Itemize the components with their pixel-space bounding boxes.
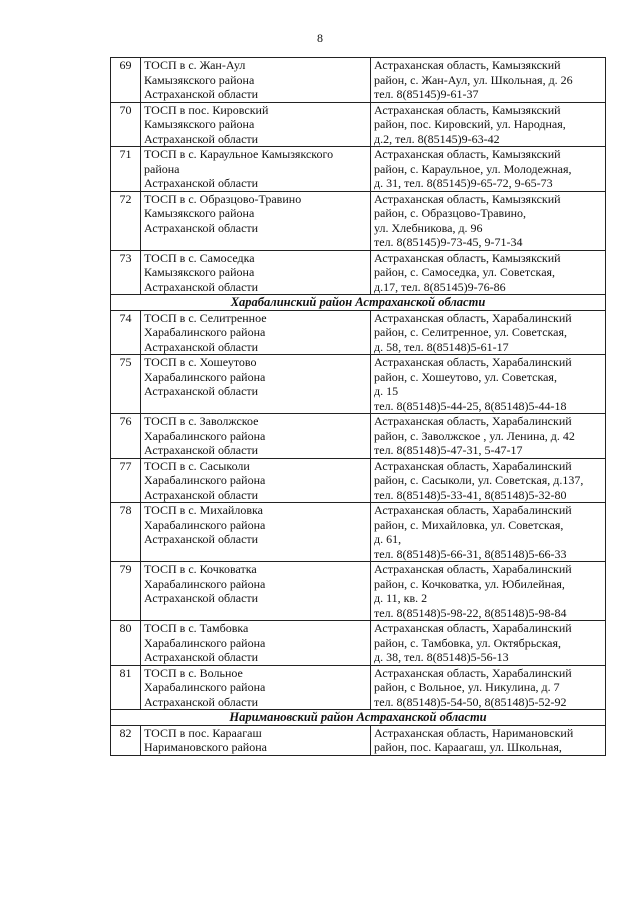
office-address-line: д. 15	[374, 384, 399, 398]
office-name-line: ТОСП в с. Самоседка	[144, 250, 255, 265]
office-address-line: район, с. Сасыколи, ул. Советская, д.137,	[374, 473, 584, 487]
table-row	[111, 562, 606, 621]
office-name-line: Харабалинского района	[144, 473, 266, 487]
row-number: 70	[111, 102, 141, 147]
table-row	[111, 725, 606, 755]
office-address-cell	[371, 503, 606, 562]
office-name-line: ТОСП в с. Тамбовка	[144, 621, 249, 635]
office-name-line: Харабалинского района	[144, 428, 266, 443]
office-address-line: район, с. Михайловка, ул. Советская,	[374, 517, 564, 532]
office-name-line: Харабалинского района	[144, 369, 266, 384]
office-address-line: тел. 8(85145)9-73-45, 9-71-34	[374, 235, 523, 249]
office-name-line: Камызякского района	[144, 206, 255, 220]
section-title: Харабалинский район Астраханской области	[111, 295, 606, 311]
office-name-cell	[141, 562, 371, 621]
section-header-row	[111, 295, 606, 311]
office-name-line: Астраханской области	[144, 532, 259, 546]
registry-table-body	[111, 58, 606, 756]
office-name-line: Астраханской области	[144, 487, 259, 502]
office-address-line: район, пос. Кировский, ул. Народная,	[374, 117, 566, 131]
office-address-line: Астраханская область, Камызякский	[374, 58, 561, 72]
office-name-line: Харабалинского района	[144, 635, 266, 650]
office-name-line: ТОСП в с. Хошеутово	[144, 355, 257, 369]
office-name-line: ТОСП в с. Селитренное	[144, 310, 267, 325]
office-name-line: Астраханской области	[144, 443, 259, 457]
office-name-line: ТОСП в с. Караульное Камызякского	[144, 147, 334, 161]
office-name-cell	[141, 250, 371, 295]
office-name-line: Астраханской области	[144, 176, 259, 190]
office-name-cell	[141, 665, 371, 710]
office-address-cell	[371, 725, 606, 755]
table-row	[111, 191, 606, 250]
row-number: 79	[111, 562, 141, 621]
office-name-line: Астраханской области	[144, 131, 259, 146]
office-address-line: ул. Хлебникова, д. 96	[374, 220, 483, 235]
office-address-line: д. 61,	[374, 532, 402, 546]
office-address-line: д. 58, тел. 8(85148)5-61-17	[374, 339, 509, 354]
office-address-cell	[371, 621, 606, 666]
office-address-line: д. 11, кв. 2	[374, 591, 428, 605]
office-name-line: Харабалинского района	[144, 680, 266, 694]
office-name-line: Астраханской области	[144, 694, 259, 709]
office-address-line: район, с. Кочковатка, ул. Юбилейная,	[374, 576, 565, 591]
office-address-line: район, пос. Караагаш, ул. Школьная,	[374, 740, 562, 754]
row-number: 77	[111, 458, 141, 503]
office-address-cell	[371, 414, 606, 459]
row-number: 78	[111, 503, 141, 562]
office-address-line: Астраханская область, Харабалинский	[374, 458, 572, 473]
table-row	[111, 458, 606, 503]
office-address-line: Астраханская область, Харабалинский	[374, 414, 572, 428]
row-number: 81	[111, 665, 141, 710]
office-address-cell	[371, 355, 606, 414]
office-address-cell	[371, 58, 606, 103]
office-name-cell	[141, 503, 371, 562]
office-address-line: район, с. Селитренное, ул. Советская,	[374, 325, 568, 339]
row-number: 75	[111, 355, 141, 414]
office-name-cell	[141, 58, 371, 103]
office-address-line: Астраханская область, Харабалинский	[374, 562, 572, 576]
office-name-line: Астраханской области	[144, 650, 259, 664]
office-address-line: район, с Вольное, ул. Никулина, д. 7	[374, 680, 560, 694]
office-name-line: Харабалинского района	[144, 517, 266, 532]
office-address-line: Астраханская область, Харабалинский	[374, 355, 572, 369]
office-name-cell	[141, 147, 371, 192]
row-number: 72	[111, 191, 141, 250]
office-address-line: район, с. Самоседка, ул. Советская,	[374, 265, 556, 279]
section-title: Наримановский район Астраханской области	[111, 710, 606, 726]
office-name-cell	[141, 414, 371, 459]
office-address-cell	[371, 310, 606, 355]
office-name-line: ТОСП в с. Жан-Аул	[144, 58, 246, 72]
office-name-line: ТОСП в пос. Караагаш	[144, 725, 262, 740]
office-address-line: Астраханская область, Харабалинский	[374, 310, 572, 325]
office-address-cell	[371, 458, 606, 503]
office-name-cell	[141, 310, 371, 355]
office-name-cell	[141, 621, 371, 666]
office-address-line: тел. 8(85148)5-66-31, 8(85148)5-66-33	[374, 546, 567, 561]
office-address-cell	[371, 102, 606, 147]
row-number: 80	[111, 621, 141, 666]
office-name-line: Харабалинского района	[144, 325, 266, 339]
office-name-cell	[141, 458, 371, 503]
office-address-line: район, с. Караульное, ул. Молодежная,	[374, 161, 572, 176]
row-number: 82	[111, 725, 141, 755]
office-address-line: район, с. Тамбовка, ул. Октябрьская,	[374, 635, 561, 650]
office-address-cell	[371, 191, 606, 250]
table-row	[111, 414, 606, 459]
office-name-line: ТОСП в с. Заволжское	[144, 414, 259, 428]
row-number: 76	[111, 414, 141, 459]
office-name-line: Харабалинского района	[144, 576, 266, 591]
office-address-line: Астраханская область, Камызякский	[374, 250, 561, 265]
office-name-line: ТОСП в с. Кочковатка	[144, 562, 257, 576]
office-address-line: Астраханская область, Харабалинский	[374, 503, 572, 517]
table-row	[111, 621, 606, 666]
office-address-line: Астраханская область, Харабалинский	[374, 621, 572, 635]
office-address-cell	[371, 665, 606, 710]
row-number: 74	[111, 310, 141, 355]
office-name-line: ТОСП в пос. Кировский	[144, 102, 269, 117]
row-number: 69	[111, 58, 141, 103]
office-name-line: района	[144, 161, 180, 176]
office-address-line: д.2, тел. 8(85145)9-63-42	[374, 131, 500, 146]
office-name-line: Астраханской области	[144, 87, 259, 101]
table-row	[111, 503, 606, 562]
office-address-cell	[371, 250, 606, 295]
office-address-line: Астраханская область, Харабалинский	[374, 665, 572, 680]
registry-table	[110, 57, 606, 756]
office-name-line: ТОСП в с. Образцово-Травино	[144, 191, 302, 206]
office-name-cell	[141, 102, 371, 147]
office-name-line: Наримановского района	[144, 740, 267, 754]
office-address-cell	[371, 562, 606, 621]
office-address-line: тел. 8(85148)5-44-25, 8(85148)5-44-18	[374, 398, 567, 413]
office-name-cell	[141, 355, 371, 414]
table-row	[111, 355, 606, 414]
table-row	[111, 102, 606, 147]
office-name-cell	[141, 191, 371, 250]
table-row	[111, 147, 606, 192]
office-name-line: Астраханской области	[144, 279, 259, 294]
table-row	[111, 58, 606, 103]
table-row	[111, 665, 606, 710]
office-address-line: Астраханская область, Камызякский	[374, 147, 561, 161]
office-name-line: ТОСП в с. Сасыколи	[144, 458, 250, 473]
office-name-line: ТОСП в с. Вольное	[144, 665, 243, 680]
office-name-line: Астраханской области	[144, 591, 259, 605]
office-address-line: д.17, тел. 8(85145)9-76-86	[374, 279, 506, 294]
office-name-line: Камызякского района	[144, 265, 255, 279]
office-address-line: д. 31, тел. 8(85145)9-65-72, 9-65-73	[374, 176, 553, 190]
office-name-line: Астраханской области	[144, 220, 259, 235]
office-address-line: Астраханская область, Камызякский	[374, 191, 561, 206]
office-address-line: район, с. Заволжское , ул. Ленина, д. 42	[374, 428, 575, 443]
office-address-line: район, с. Хошеутово, ул. Советская,	[374, 369, 557, 384]
section-header-row	[111, 710, 606, 726]
office-address-cell	[371, 147, 606, 192]
table-row	[111, 310, 606, 355]
office-name-line: ТОСП в с. Михайловка	[144, 503, 263, 517]
office-address-line: тел. 8(85148)5-54-50, 8(85148)5-52-92	[374, 694, 567, 709]
office-address-line: д. 38, тел. 8(85148)5-56-13	[374, 650, 509, 664]
office-address-line: тел. 8(85148)5-33-41, 8(85148)5-32-80	[374, 487, 567, 502]
table-row	[111, 250, 606, 295]
office-address-line: Астраханская область, Наримановский	[374, 725, 574, 740]
office-name-line: Астраханской области	[144, 384, 259, 398]
row-number: 73	[111, 250, 141, 295]
page-number: 8	[317, 31, 323, 45]
office-address-line: тел. 8(85145)9-61-37	[374, 87, 479, 101]
office-name-line: Астраханской области	[144, 339, 259, 354]
office-address-line: тел. 8(85148)5-98-22, 8(85148)5-98-84	[374, 605, 567, 620]
office-address-line: тел. 8(85148)5-47-31, 5-47-17	[374, 443, 523, 457]
office-name-cell	[141, 725, 371, 755]
office-address-line: район, с. Жан-Аул, ул. Школьная, д. 26	[374, 72, 573, 87]
row-number: 71	[111, 147, 141, 192]
office-address-line: район, с. Образцово-Травино,	[374, 206, 527, 220]
office-name-line: Камызякского района	[144, 72, 255, 87]
office-name-line: Камызякского района	[144, 117, 255, 131]
office-address-line: Астраханская область, Камызякский	[374, 102, 561, 117]
